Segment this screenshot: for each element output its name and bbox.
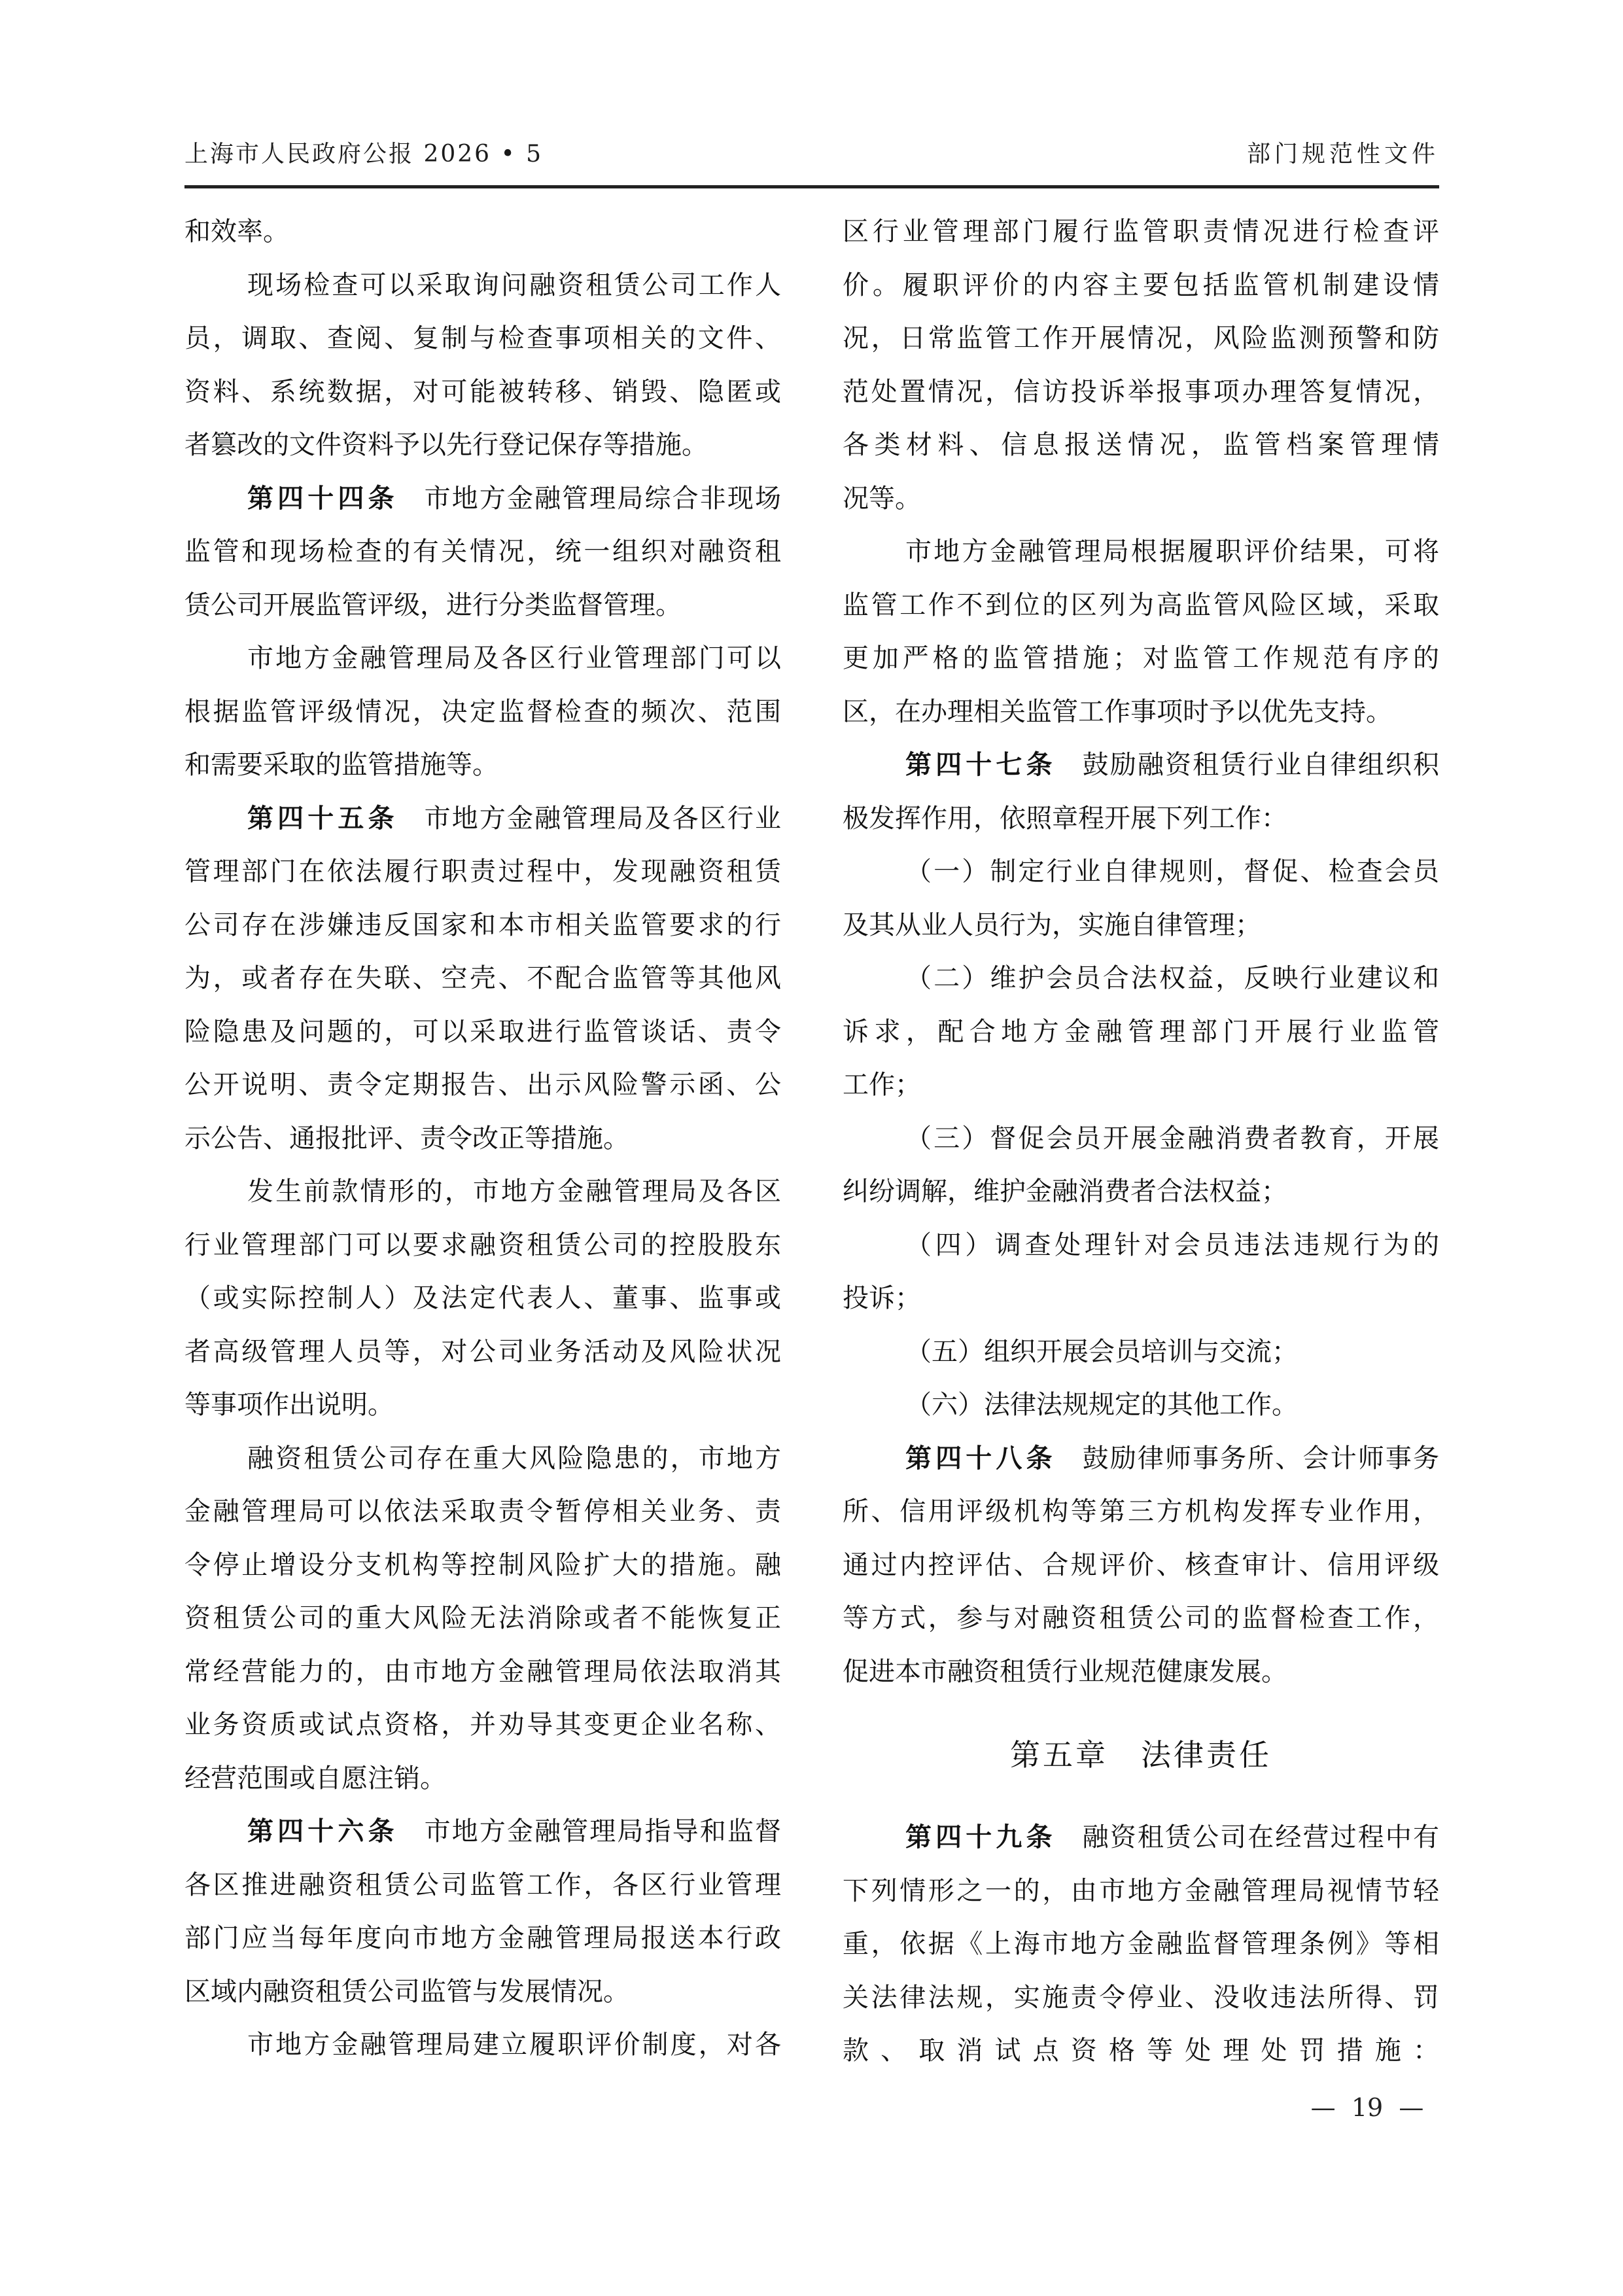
text-line: 下列情形之一的，由市地方金融管理局视情节轻 [843,1875,1439,1906]
text-line: 等方式，参与对融资租赁公司的监督检查工作， [843,1603,1439,1633]
line-text: 市地方金融管理局及各区行业 [424,803,781,834]
text-line: 及其从业人员行为，实施自律管理； [843,910,1261,940]
text-line: 市地方金融管理局建立履职评价制度，对各 [247,2030,781,2060]
paragraph [843,952,1439,1112]
text-line: 金融管理局可以依法采取责令暂停相关业务、责 [184,1496,781,1527]
paragraph [184,259,781,472]
text-line: 投诉； [843,1283,921,1313]
text-line: 范处置情况，信访投诉举报事项办理答复情况， [843,376,1439,407]
text-line: （四）调查处理针对会员违法违规行为的 [905,1229,1439,1260]
text-line: （六）法律法规规定的其他工作。 [905,1390,1298,1420]
text-line: 资料、系统数据，对可能被转移、销毁、隐匿或 [184,376,781,407]
text-line: 等事项作出说明。 [184,1390,394,1420]
text-line: 险隐患及问题的，可以采取进行监管谈话、责令 [184,1016,781,1047]
page-number: — 19 — [1310,2093,1424,2122]
text-line: 和效率。 [184,217,289,247]
text-line: 监管和现场检查的有关情况，统一组织对融资租 [184,537,781,567]
text-line: 令停止增设分支机构等控制风险扩大的措施。融 [184,1549,781,1580]
text-line: 公开说明、责令定期报告、出示风险警示函、公 [184,1070,781,1100]
text-line: 公司存在涉嫌违反国家和本市相关监管要求的行 [184,910,781,940]
text-line: 关法律法规，实施责令停业、没收违法所得、罚 [843,1982,1439,2013]
section-title: 部门规范性文件 [1246,141,1439,168]
text-line: 经营范围或自愿注销。 [184,1763,446,1793]
text-line: 促进本市融资租赁行业规范健康发展。 [843,1656,1287,1687]
article-paragraph [843,739,1439,845]
text-line: 通过内控评估、合规评价、核查审计、信用评级 [843,1549,1439,1580]
article-label: 第四十六条 [247,1816,398,1846]
text-line: （五）组织开展会员培训与交流； [905,1336,1298,1367]
paragraph [184,2019,781,2072]
paragraph [843,845,1439,952]
article-label: 第四十八条 [905,1443,1056,1474]
text-line [843,1432,1439,1486]
text-line: 管理部门在依法履行职责过程中，发现融资租赁 [184,857,781,887]
text-line: 区行业管理部门履行监管职责情况进行检查评 [843,217,1439,247]
paragraph [843,525,1439,739]
line-text: 市地方金融管理局综合非现场 [424,483,781,514]
article-label: 第四十四条 [247,483,398,514]
article-paragraph [184,792,781,1166]
article-paragraph [843,1432,1439,1699]
line-text: 鼓励律师事务所、会计师事务 [1082,1443,1439,1474]
text-line: 为，或者存在失联、空壳、不配合监管等其他风 [184,963,781,993]
text-line: （二）维护会员合法权益，反映行业建议和 [905,963,1439,993]
text-line: 根据监管评级情况，决定监督检查的频次、范围 [184,696,781,727]
text-line [184,472,781,526]
paragraph [843,205,1439,525]
text-line: 价。履职评价的内容主要包括监管机制建设情 [843,270,1439,300]
text-line: 况，日常监管工作开展情况，风险监测预警和防 [843,323,1439,353]
article-paragraph [843,1811,1439,2078]
article-label: 第四十七条 [905,750,1056,780]
paragraph [184,1432,781,1806]
text-line [843,739,1439,792]
text-line: 款、取消试点资格等处理处罚措施： [843,2036,1439,2066]
text-line: 和需要采取的监管措施等。 [184,750,498,780]
text-line: 融资租赁公司存在重大风险隐患的，市地方 [247,1443,781,1474]
text-line: 市地方金融管理局根据履职评价结果，可将 [905,537,1439,567]
line-text: 鼓励融资租赁行业自律组织积 [1082,750,1439,780]
paragraph [184,632,781,792]
paragraph [843,1326,1439,1379]
text-line: 各类材料、信息报送情况，监管档案管理情 [843,430,1439,460]
text-line: 发生前款情形的，市地方金融管理局及各区 [247,1176,781,1207]
left-column [184,205,781,2072]
article-paragraph [184,1805,781,2019]
text-line: 区，在办理相关监管工作事项时予以优先支持。 [843,696,1392,727]
publication-title: 上海市人民政府公报 2026 • 5 [184,141,544,168]
text-line [843,1811,1439,1865]
text-line: （或实际控制人）及法定代表人、董事、监事或 [184,1283,781,1313]
running-header [184,140,1439,169]
text-line: 更加严格的监管措施；对监管工作规范有序的 [843,643,1439,673]
text-line: （三）督促会员开展金融消费者教育，开展 [905,1123,1439,1154]
line-text: 融资租赁公司在经营过程中有 [1082,1822,1439,1852]
article-label: 第四十五条 [247,803,398,834]
paragraph [184,1165,781,1432]
text-line: 资租赁公司的重大风险无法消除或者不能恢复正 [184,1603,781,1633]
text-line: 纠纷调解，维护金融消费者合法权益； [843,1176,1287,1207]
article-paragraph [184,472,781,633]
text-line: 重，依据《上海市地方金融监督管理条例》等相 [843,1929,1439,1959]
text-line: 者高级管理人员等，对公司业务活动及风险状况 [184,1336,781,1367]
article-label: 第四十九条 [905,1822,1056,1852]
text-line: 员，调取、查阅、复制与检查事项相关的文件、 [184,323,781,353]
text-line: （一）制定行业自律规则，督促、检查会员 [905,857,1439,887]
text-line: 况等。 [843,483,921,514]
text-line: 者篡改的文件资料予以先行登记保存等措施。 [184,430,708,460]
text-line: 业务资质或试点资格，并劝导其变更企业名称、 [184,1710,781,1740]
text-line: 监管工作不到位的区列为高监管风险区域，采取 [843,590,1439,620]
paragraph [184,205,781,259]
text-line: 所、信用评级机构等第三方机构发挥专业作用， [843,1496,1439,1527]
chapter-heading: 第五章 法律责任 [1010,1737,1272,1773]
text-line: 各区推进融资租赁公司监管工作，各区行业管理 [184,1869,781,1900]
text-line: 诉求，配合地方金融管理部门开展行业监管 [843,1016,1439,1047]
paragraph [843,1112,1439,1219]
text-line [184,1805,781,1859]
text-line: 极发挥作用，依照章程开展下列工作： [843,803,1287,834]
text-line: 部门应当每年度向市地方金融管理局报送本行政 [184,1923,781,1953]
text-line: 现场检查可以采取询问融资租赁公司工作人 [247,270,781,300]
text-line: 工作； [843,1070,921,1100]
text-line [184,792,781,846]
right-column [843,205,1439,2078]
paragraph [843,1379,1439,1432]
text-line: 常经营能力的，由市地方金融管理局依法取消其 [184,1656,781,1687]
text-line: 赁公司开展监管评级，进行分类监督管理。 [184,590,682,620]
paragraph [843,1219,1439,1326]
text-line: 市地方金融管理局及各区行业管理部门可以 [247,643,781,673]
header-rule [184,185,1439,188]
line-text: 市地方金融管理局指导和监督 [424,1816,781,1846]
text-line: 示公告、通报批评、责令改正等措施。 [184,1123,629,1154]
text-line: 区域内融资租赁公司监管与发展情况。 [184,1976,629,2007]
text-line: 行业管理部门可以要求融资租赁公司的控股股东 [184,1229,781,1260]
